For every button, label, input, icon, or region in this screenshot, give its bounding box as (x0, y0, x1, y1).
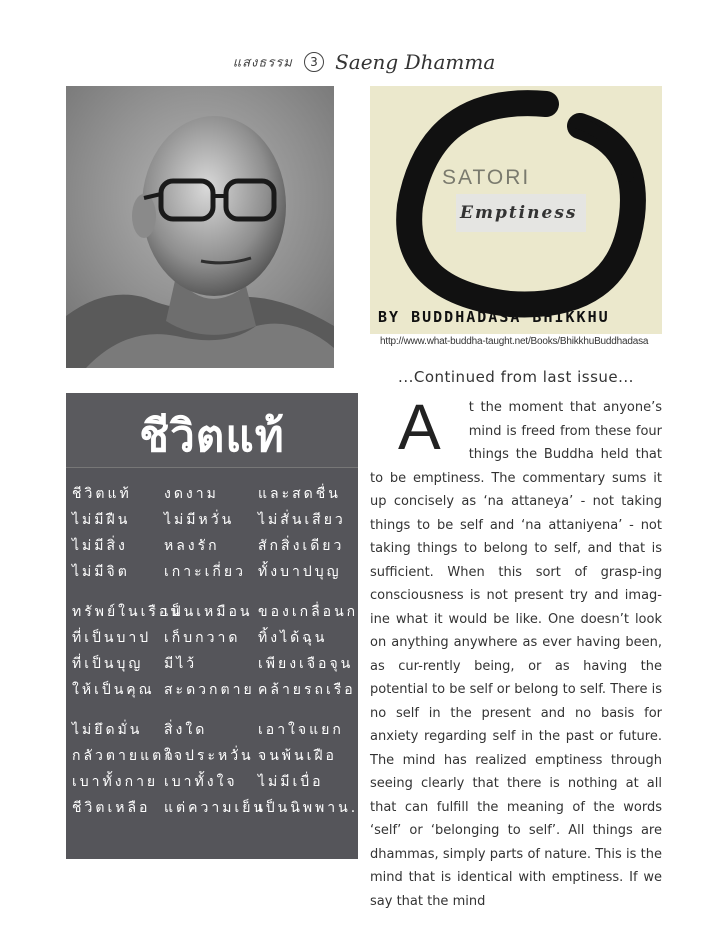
poem-segment: เก็บกวาด (164, 630, 241, 646)
stanza-gap (72, 585, 358, 599)
poem-segment: ทั้งบาปบุญ (258, 564, 342, 580)
poem-line (72, 769, 358, 795)
poem-panel (66, 393, 393, 859)
portrait-photo (66, 86, 334, 368)
poem-segment: ทรัพย์ในเรือน (72, 604, 183, 620)
poem-segment: สิ่งใด (164, 722, 208, 738)
poem-line (72, 599, 393, 625)
poem-line (72, 481, 358, 507)
poem-segment: สักสิ่งเดียว (258, 538, 345, 554)
poem-segment: ใจประหวั่น (164, 748, 254, 764)
poem-line (72, 507, 358, 533)
poem-segment: เบาทั้งใจ (164, 774, 238, 790)
poem-segment: ไม่มีสิ่ง (72, 538, 128, 554)
page-number: 3 (304, 52, 324, 72)
poem-segment: ทิ้งได้ฉุน (258, 630, 328, 646)
poem-segment: และสดชื่น (258, 486, 341, 502)
poem-segment: คล้ายรถเรือ (258, 682, 356, 698)
poem-segment: มีไว้ (164, 656, 198, 672)
poem-segment: ไม่ยึดมั่น (72, 722, 143, 738)
poem-segment: จนพ้นเฝือ (258, 748, 337, 764)
poem-segment: เพียงเจือจุน (258, 656, 354, 672)
poem-line (72, 533, 358, 559)
poem-segment: ไม่สั่นเสียว (258, 512, 346, 528)
poem-body (72, 481, 393, 821)
poem-line (72, 717, 358, 743)
poem-segment: แต่ความเย็น (164, 800, 266, 816)
poem-segment: ชีวิตแท้ (72, 486, 132, 502)
poem-segment: หลงรัก (164, 538, 220, 554)
cover-source-url: http://www.what-buddha-taught.net/Books/BhikkhuBuddhadasa (380, 336, 649, 347)
stanza-gap (72, 703, 358, 717)
poem-line (72, 795, 374, 821)
poem-line (72, 677, 358, 703)
portrait-illustration (66, 86, 334, 368)
poem-line (72, 625, 358, 651)
header-thai-title: แสงธรรม (232, 55, 293, 71)
poem-title: ชีวิตแท้ (139, 411, 285, 462)
poem-segment: ไม่มีเบื่อ (258, 774, 324, 790)
book-cover (370, 86, 662, 334)
continued-note: ...Continued from last issue... (398, 368, 634, 386)
poem-title-box (66, 393, 358, 468)
poem-segment: เกาะเกี่ยว (164, 564, 246, 580)
poem-segment: เอาใจแยก (258, 722, 344, 738)
poem-segment: ไม่มีฝืน (72, 512, 131, 528)
poem-segment: ที่เป็นบาป (72, 630, 152, 646)
page-header (0, 50, 728, 74)
poem-segment: ของเกลื่อนกลาด (258, 604, 393, 620)
poem-segment: งดงาม (164, 486, 219, 502)
poem-segment: ที่เป็นบุญ (72, 656, 144, 672)
poem-segment: สะดวกตาย (164, 682, 255, 698)
poem-segment: ไม่มีจิต (72, 564, 130, 580)
poem-segment: ให้เป็นคุณ (72, 682, 155, 698)
poem-line (72, 559, 358, 585)
cover-byline: BY BUDDHADASA BHIKKHU (378, 308, 610, 326)
poem-segment: ไม่มีหวั่น (164, 512, 235, 528)
poem-segment: เบาทั้งกาย (72, 774, 159, 790)
cover-title: SATORI (442, 166, 531, 189)
cover-subtitle: Emptiness (460, 203, 578, 223)
poem-segment: เป็นเหมือน (164, 604, 253, 620)
poem-segment: กลัวตายแตก (72, 748, 176, 764)
article-body (370, 391, 662, 913)
poem-line (72, 743, 358, 769)
poem-segment: เป็นนิพพาน... (258, 800, 374, 816)
header-english-title: Saeng Dhamma (335, 50, 496, 74)
poem-line (72, 651, 358, 677)
poem-segment: ชีวิตเหลือ (72, 800, 151, 816)
article-text: t the moment that anyone’s mind is freed from these four things the Buddha held that to be emptiness. The commentary sums it up concisely as ‘na attaneya’ - not taking things to be self and ‘na attaniyena’ - not taking things to belong to self, and that is sufficient. When this sort of grasp-ing consciousness is not present try and imag-ine what it would be like. One doesn’t look on anything anywhere as ever having been, as cur-rently being, or as having the potential to be self or belong to self. There is no self in the present and no basis for anxiety regarding self in the past or future. The mind has realized emptiness through seeing clearly that there is nothing at all that can fulfill the meaning of the words ‘self’ or ‘belonging to self’. All things are dhammas, simply parts of nature. This is the mind that is identical with emptiness. If we say that the mind (370, 400, 662, 909)
drop-cap: A (398, 391, 441, 463)
